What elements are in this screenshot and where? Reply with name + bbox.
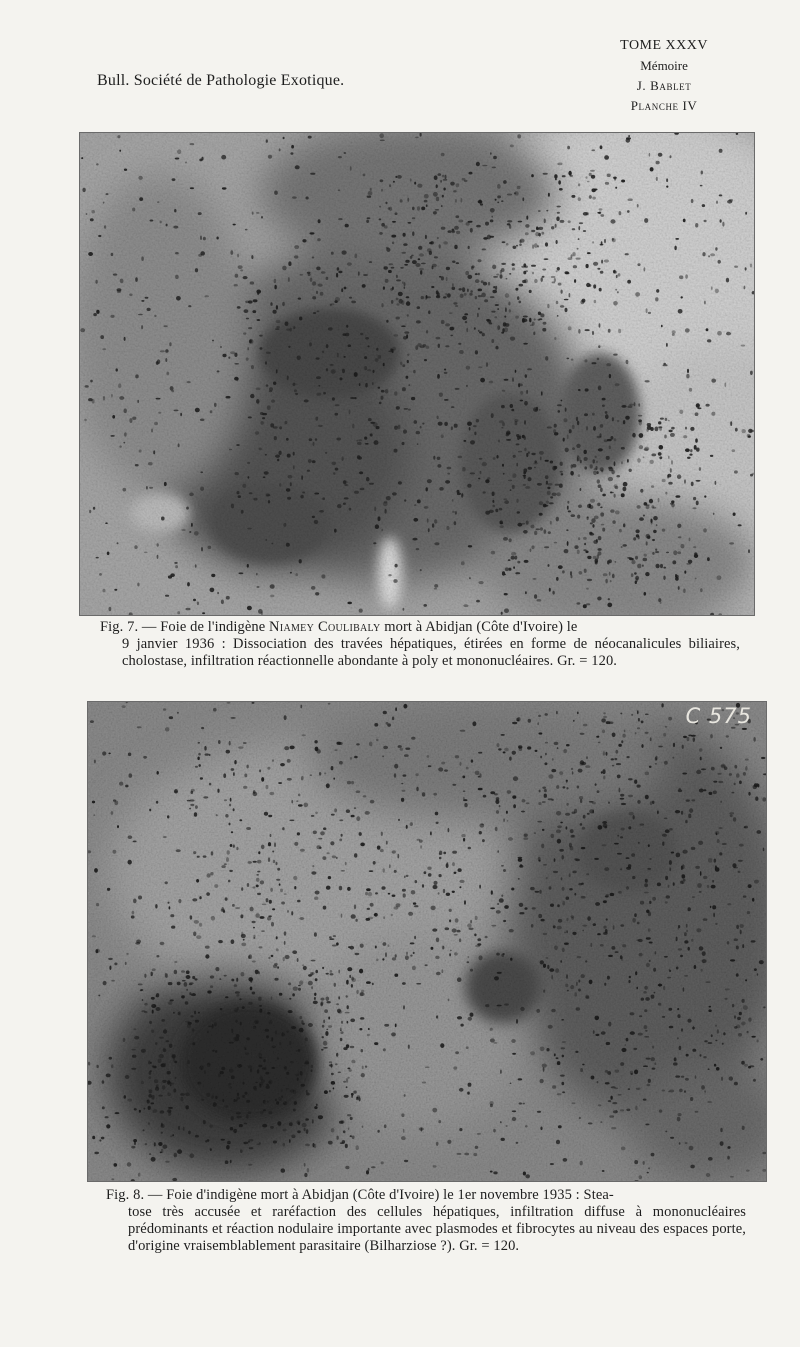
- figure-7-caption: [100, 619, 740, 670]
- figure-8-caption-rest: tose très accusée et raréfaction des cellules hépatiques, infiltration diffuse à mononucléaires prédominants et réaction nodulaire importante avec plasmodes et fibrocytes au niveau des espaces porte, d'origine vraisemblablement parasitaire (Bilharziose ?). Gr. = 120.: [128, 1204, 746, 1254]
- figure-8-caption: [106, 1187, 746, 1255]
- figure-7-caption-start: Fig. 7. — Foie de l'indigène: [100, 619, 266, 635]
- author-label: J. Bablet: [636, 78, 692, 93]
- figure-7-caption-rest: 9 janvier 1936 : Dissociation des travées hépatiques, étirées en forme de néocanalicules biliaires, cholostase, infiltration réactionnelle abondante à poly et mononucléaires. Gr. = 120.: [122, 636, 740, 669]
- memoire-label: Mémoire: [640, 58, 688, 73]
- figure-7-patient-name: Niamey Coulibaly: [269, 619, 381, 635]
- inventory-mark: C 575: [685, 704, 752, 728]
- figure-7-micrograph: [79, 132, 755, 616]
- figure-8-image: [88, 702, 766, 1181]
- tome-label: TOME XXXV: [620, 38, 708, 53]
- plate-info: [620, 36, 708, 116]
- figure-8-micrograph: [87, 701, 767, 1182]
- figure-7-image: [80, 133, 754, 615]
- planche-label: Planche IV: [630, 98, 698, 113]
- figure-7-caption-mid: mort à Abidjan (Côte d'Ivoire) le: [384, 619, 578, 635]
- figure-8-caption-start: Fig. 8. — Foie d'indigène mort à Abidjan (Côte d'Ivoire) le 1er novembre 1935 : Stea-: [106, 1187, 614, 1203]
- journal-title: Bull. Société de Pathologie Exotique.: [97, 72, 345, 89]
